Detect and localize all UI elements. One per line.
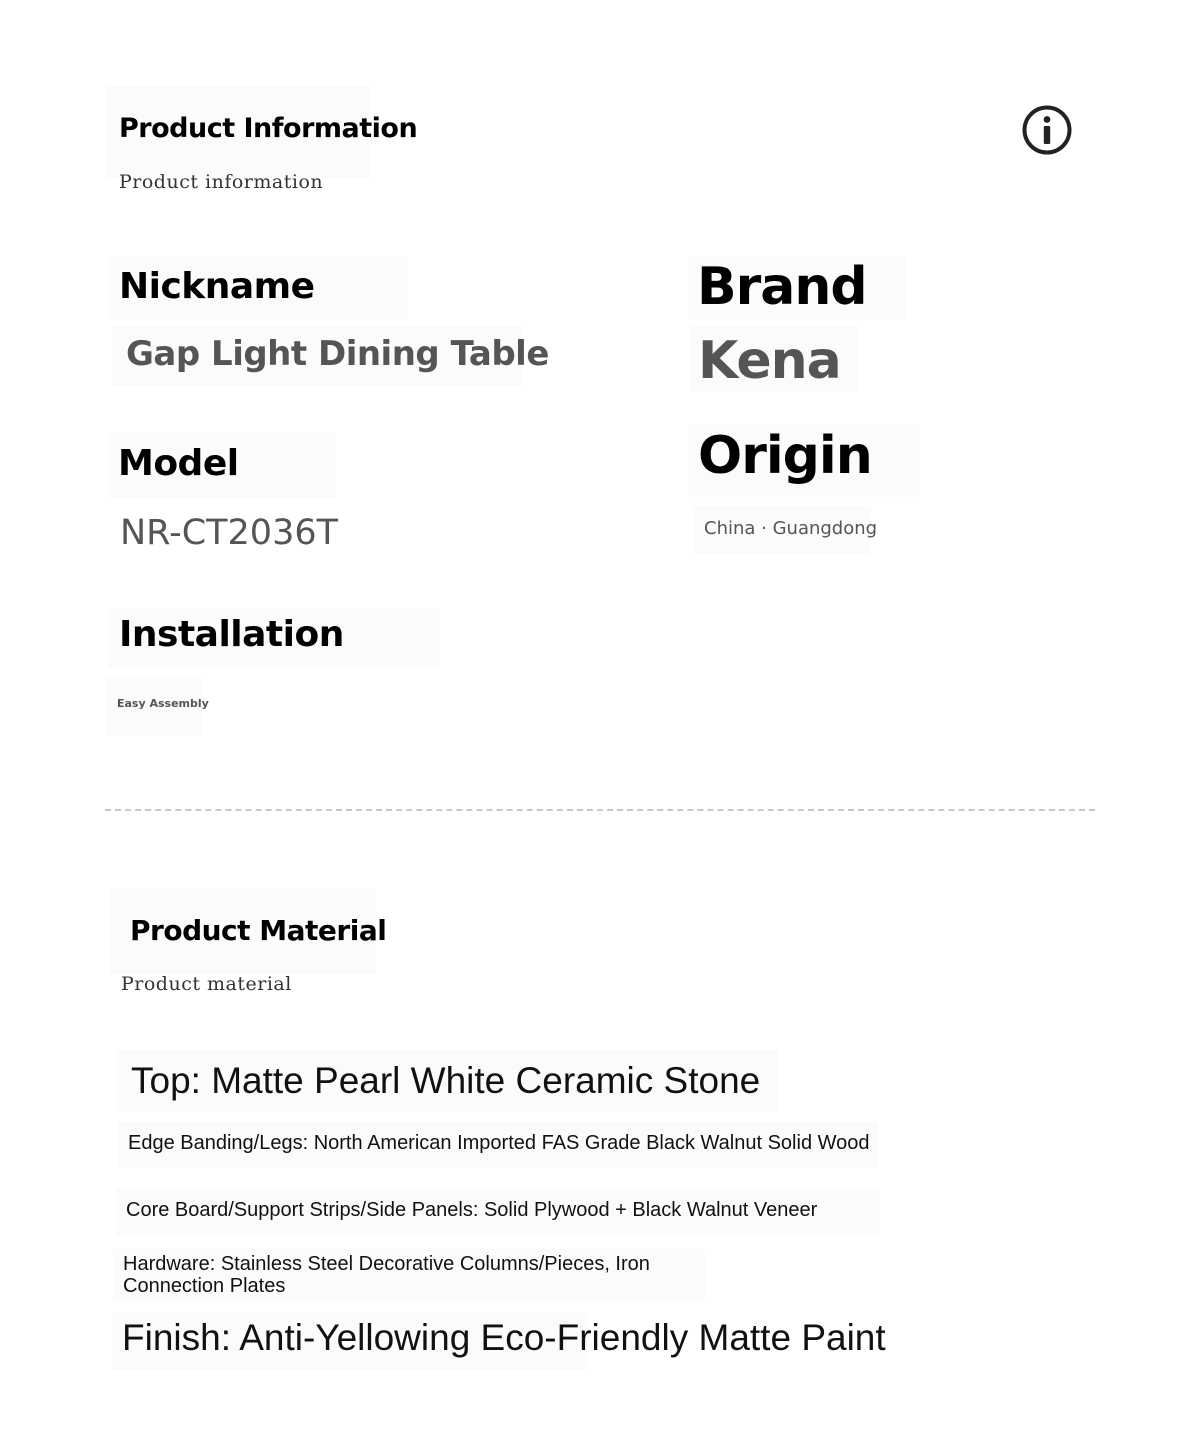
product-info-subtitle: Product information — [119, 171, 324, 193]
nickname-value: Gap Light Dining Table — [126, 334, 549, 374]
brand-value: Kena — [698, 331, 841, 391]
material-item-core-board: Core Board/Support Strips/Side Panels: Solid Plywood + Black Walnut Veneer — [126, 1199, 818, 1221]
material-item-top: Top: Matte Pearl White Ceramic Stone — [131, 1060, 761, 1101]
origin-label: Origin — [698, 426, 872, 486]
installation-label: Installation — [119, 614, 344, 655]
info-icon[interactable] — [1021, 104, 1073, 156]
model-label: Model — [118, 443, 239, 484]
product-material-title: Product Material — [130, 914, 387, 947]
brand-label: Brand — [697, 257, 867, 317]
material-item-hardware: Hardware: Stainless Steel Decorative Columns/Pieces, Iron Connection Plates — [123, 1253, 650, 1297]
material-item-edge-banding: Edge Banding/Legs: North American Imported FAS Grade Black Walnut Solid Wood — [128, 1132, 870, 1154]
origin-value: China · Guangdong — [704, 518, 878, 539]
section-divider — [105, 809, 1095, 811]
installation-value: Easy Assembly — [117, 697, 209, 710]
nickname-label: Nickname — [119, 266, 315, 307]
material-item-finish: Finish: Anti-Yellowing Eco-Friendly Matte Paint — [122, 1317, 886, 1358]
product-material-subtitle: Product material — [121, 973, 292, 995]
model-value: NR-CT2036T — [120, 513, 338, 553]
product-info-title: Product Information — [119, 113, 418, 144]
